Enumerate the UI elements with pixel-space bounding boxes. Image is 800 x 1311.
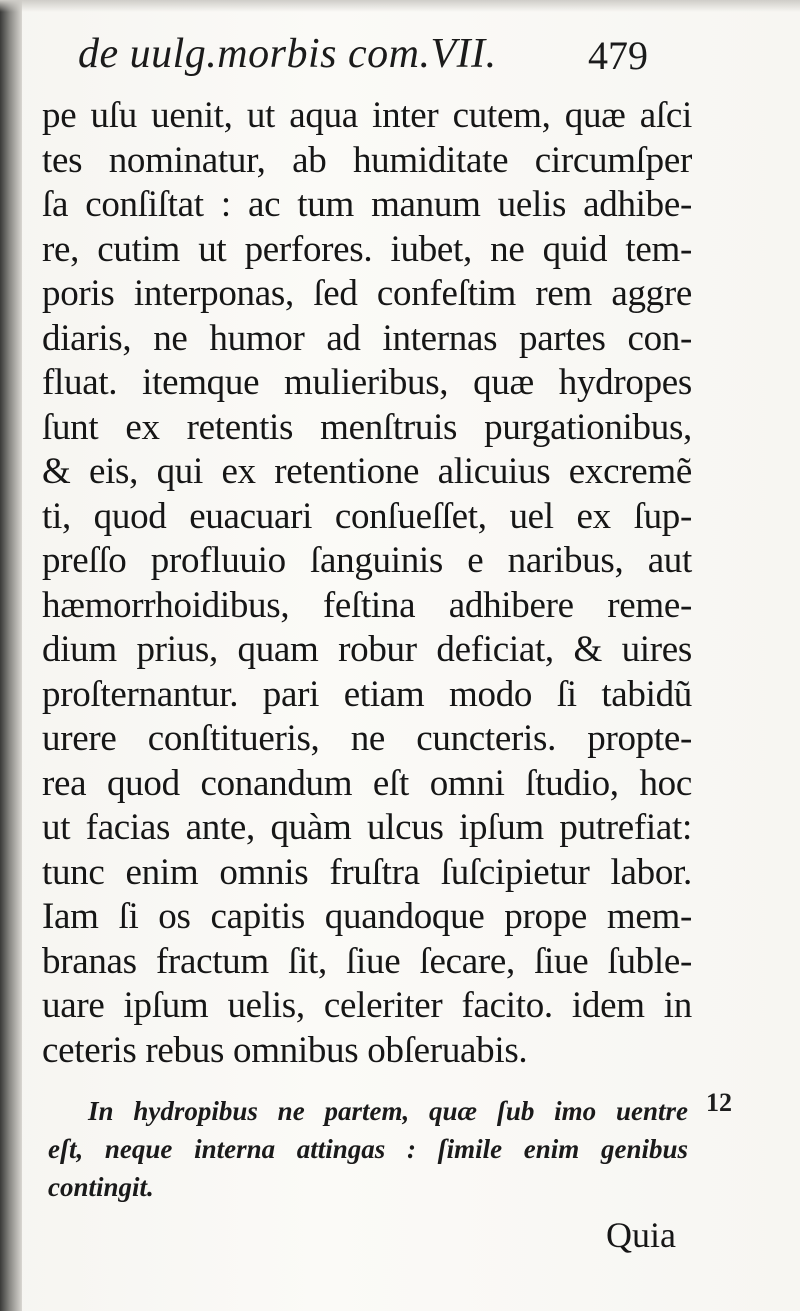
page-top-shadow — [0, 0, 800, 12]
text-line: branas fractum ſit, ſiue ſecare, ſiue ſuble- — [42, 940, 692, 982]
text-line: uare ipſum uelis, celeriter facito. idem in — [42, 985, 692, 1026]
text-line: ti, quod euacuari conſueſſet, uel ex ſup- — [42, 495, 692, 537]
text-line: tes nominatur, ab humiditate circumſper — [42, 139, 692, 181]
text-line: ut facias ante, quàm ulcus ipſum putrefiat: — [42, 807, 692, 848]
text-line: ſa conſiſtat : ac tum manum uelis adhibe- — [42, 184, 692, 225]
text-line: dium prius, quam robur deficiat, & uires — [42, 629, 692, 670]
aphorism-block — [48, 1092, 688, 1206]
page-number: 479 — [588, 33, 648, 78]
text-line: ſunt ex retentis menſtruis purgationibus, — [42, 406, 692, 448]
page-gutter-shadow — [0, 0, 22, 1311]
text-line: diaris, ne humor ad internas partes con- — [42, 317, 692, 359]
text-line: fluat. itemque mulieribus, quæ hydropes — [42, 362, 692, 403]
text-line: tunc enim omnis fruſtra ſuſcipietur labor. — [42, 851, 692, 893]
text-line: hæmorrhoidibus, feſtina adhibere reme- — [42, 584, 692, 626]
aphorism-line: In hydropibus ne partem, quæ ſub imo uentre — [88, 1096, 688, 1126]
text-line: proſternantur. pari etiam modo ſi tabidũ — [42, 673, 692, 715]
text-line-last: ceteris rebus omnibus obſeruabis. — [42, 1029, 528, 1071]
text-line: preſſo profluuio ſanguinis e naribus, aut — [42, 540, 692, 581]
page-header — [78, 30, 718, 86]
aphorism-line: eſt, neque interna attingas : ſimile enim genibus — [48, 1134, 688, 1164]
aphorism-margin-number: 12 — [706, 1088, 732, 1117]
catchword: Quia — [606, 1215, 676, 1255]
text-line: poris interponas, ſed confeſtim rem aggre — [42, 273, 692, 314]
aphorism-line: contingit. — [48, 1172, 154, 1202]
text-line: rea quod conandum eſt omni ſtudio, hoc — [42, 762, 692, 804]
text-line: urere conſtitueris, ne cuncteris. propte- — [42, 718, 692, 759]
text-line: pe uſu uenit, ut aqua inter cutem, quæ aſci — [42, 95, 692, 136]
text-line: re, cutim ut perfores. iubet, ne quid tem- — [42, 228, 692, 270]
running-head: de uulg.morbis com.VII. — [78, 31, 497, 77]
text-line: & eis, qui ex retentione alicuius excremẽ — [42, 451, 692, 492]
text-line: Iam ſi os capitis quandoque prope mem- — [42, 896, 692, 937]
body-text — [42, 94, 692, 1073]
